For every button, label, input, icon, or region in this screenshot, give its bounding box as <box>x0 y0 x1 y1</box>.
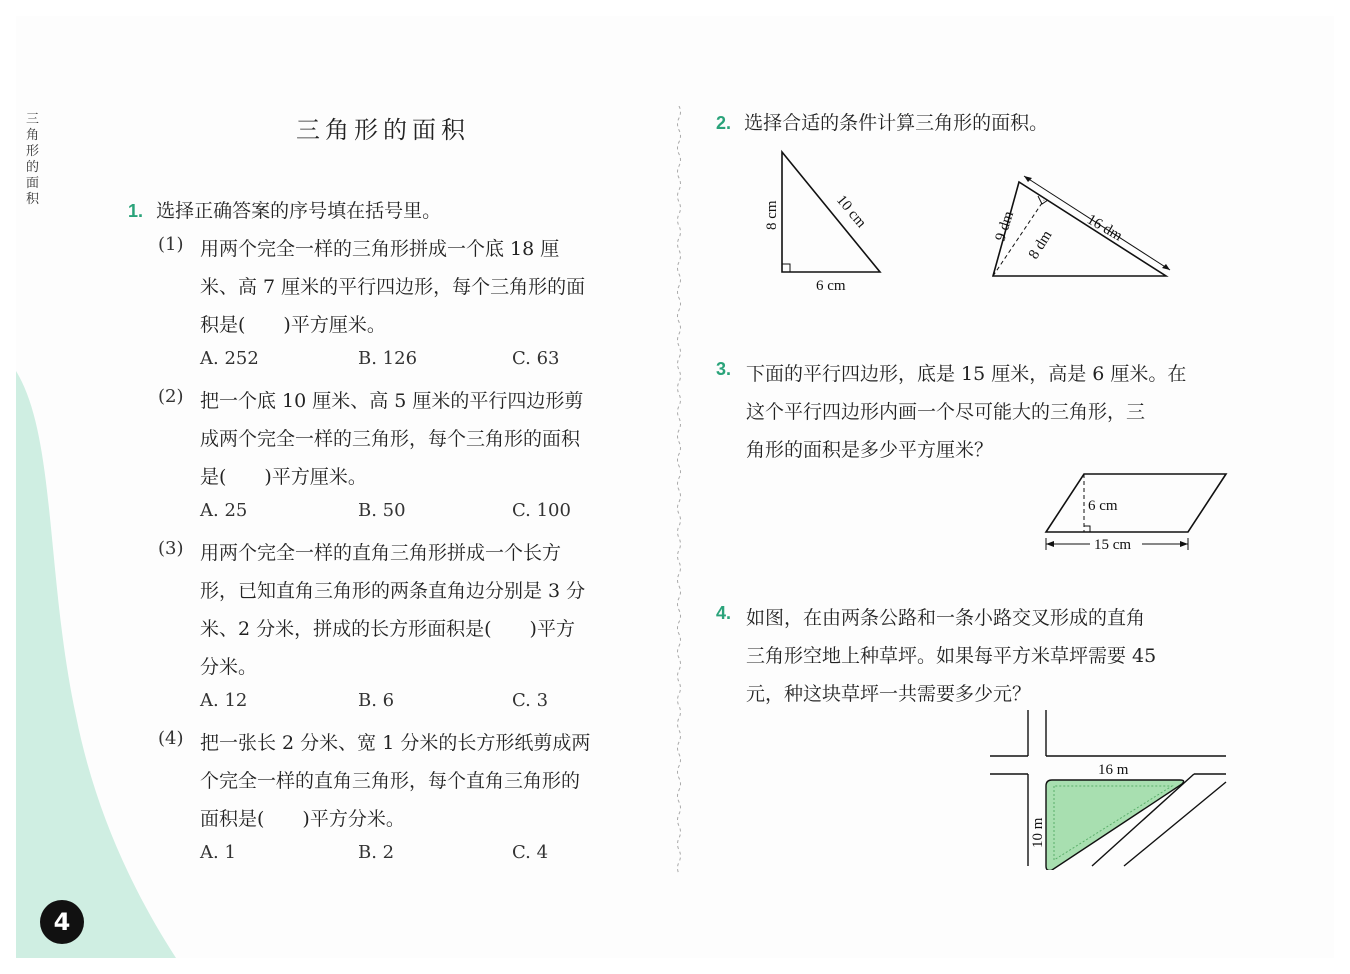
page-title: 三角形的面积 <box>296 116 470 144</box>
question-text: 选择合适的条件计算三角形的面积。 <box>744 112 1049 134</box>
item-label: (3) <box>158 538 184 559</box>
question-number: 2. <box>716 113 732 133</box>
label-10cm: 10 cm <box>832 192 870 231</box>
question-3-number <box>716 359 731 380</box>
option-b[interactable]: B. 6 <box>358 690 395 711</box>
option-c[interactable]: C. 3 <box>512 690 549 711</box>
page-number-badge <box>40 900 84 944</box>
item-text-line: 米、高 7 厘米的平行四边形，每个三角形的面 <box>200 276 586 298</box>
label-9dm: 9 dm <box>992 209 1018 244</box>
item-text-line: 面积是( )平方分米。 <box>200 808 405 830</box>
option-a[interactable]: A. 1 <box>200 842 236 863</box>
option-c[interactable]: C. 100 <box>512 500 571 521</box>
label-10m: 10 m <box>1030 817 1046 848</box>
question-text-line: 如图，在由两条公路和一条小路交叉形成的直角 <box>746 607 1146 629</box>
option-b[interactable]: B. 50 <box>358 500 406 521</box>
lawn-map-figure <box>988 710 1238 870</box>
label-6cm: 6 cm <box>816 278 846 294</box>
label-8dm: 8 dm <box>1025 227 1056 263</box>
option-a[interactable]: A. 12 <box>200 690 248 711</box>
textbook-page <box>16 16 1334 958</box>
item-text-line: 用两个完全一样的直角三角形拼成一个长方 <box>200 542 562 564</box>
item-text-line: 成两个完全一样的三角形，每个三角形的面积 <box>200 428 581 450</box>
label-15cm: 15 cm <box>1094 537 1132 553</box>
option-c[interactable]: C. 4 <box>512 842 549 863</box>
question-text-line: 角形的面积是多少平方厘米？ <box>746 439 994 461</box>
page-number: 4 <box>53 908 71 936</box>
label-16dm: 16 dm <box>1084 211 1125 245</box>
label-6cm-height: 6 cm <box>1088 498 1118 514</box>
item-text-line: 积是( )平方厘米。 <box>200 314 386 336</box>
right-triangle-figure <box>746 144 926 304</box>
item-label: (1) <box>158 234 184 255</box>
item-text-line: 分米。 <box>200 656 258 678</box>
question-4-number <box>716 603 731 624</box>
item-label: (2) <box>158 386 184 407</box>
item-text-line: 米、2 分米，拼成的长方形面积是( )平方 <box>200 618 575 640</box>
label-16m: 16 m <box>1098 762 1129 778</box>
question-text-line: 下面的平行四边形，底是 15 厘米，高是 6 厘米。在 <box>746 363 1187 385</box>
option-c[interactable]: C. 63 <box>512 348 560 369</box>
option-a[interactable]: A. 25 <box>200 500 248 521</box>
side-title: 三角形的面积 <box>26 112 40 207</box>
item-text-line: 把一个底 10 厘米、高 5 厘米的平行四边形剪 <box>200 390 584 412</box>
parallelogram-figure <box>1036 466 1236 566</box>
question-text-line: 这个平行四边形内画一个尽可能大的三角形，三 <box>746 401 1146 423</box>
question-1 <box>128 196 441 223</box>
option-a[interactable]: A. 252 <box>200 348 259 369</box>
question-number: 4. <box>716 603 732 623</box>
question-2 <box>716 108 1048 135</box>
question-number: 3. <box>716 359 732 379</box>
triangle-with-height-figure <box>976 164 1186 294</box>
option-b[interactable]: B. 2 <box>358 842 395 863</box>
label-8cm: 8 cm <box>764 200 780 230</box>
item-text-line: 是( )平方厘米。 <box>200 466 367 488</box>
item-label: (4) <box>158 728 184 749</box>
center-divider <box>672 106 686 876</box>
option-b[interactable]: B. 126 <box>358 348 418 369</box>
item-text-line: 把一张长 2 分米、宽 1 分米的长方形纸剪成两 <box>200 732 591 754</box>
item-text-line: 个完全一样的直角三角形，每个直角三角形的 <box>200 770 581 792</box>
item-text-line: 用两个完全一样的三角形拼成一个底 18 厘 <box>200 238 560 260</box>
question-text: 选择正确答案的序号填在括号里。 <box>156 200 442 222</box>
question-text-line: 三角形空地上种草坪。如果每平方米草坪需要 45 <box>746 645 1157 667</box>
question-text-line: 元，种这块草坪一共需要多少元？ <box>746 683 1032 705</box>
question-number: 1. <box>128 201 144 221</box>
item-text-line: 形，已知直角三角形的两条直角边分别是 3 分 <box>200 580 586 602</box>
